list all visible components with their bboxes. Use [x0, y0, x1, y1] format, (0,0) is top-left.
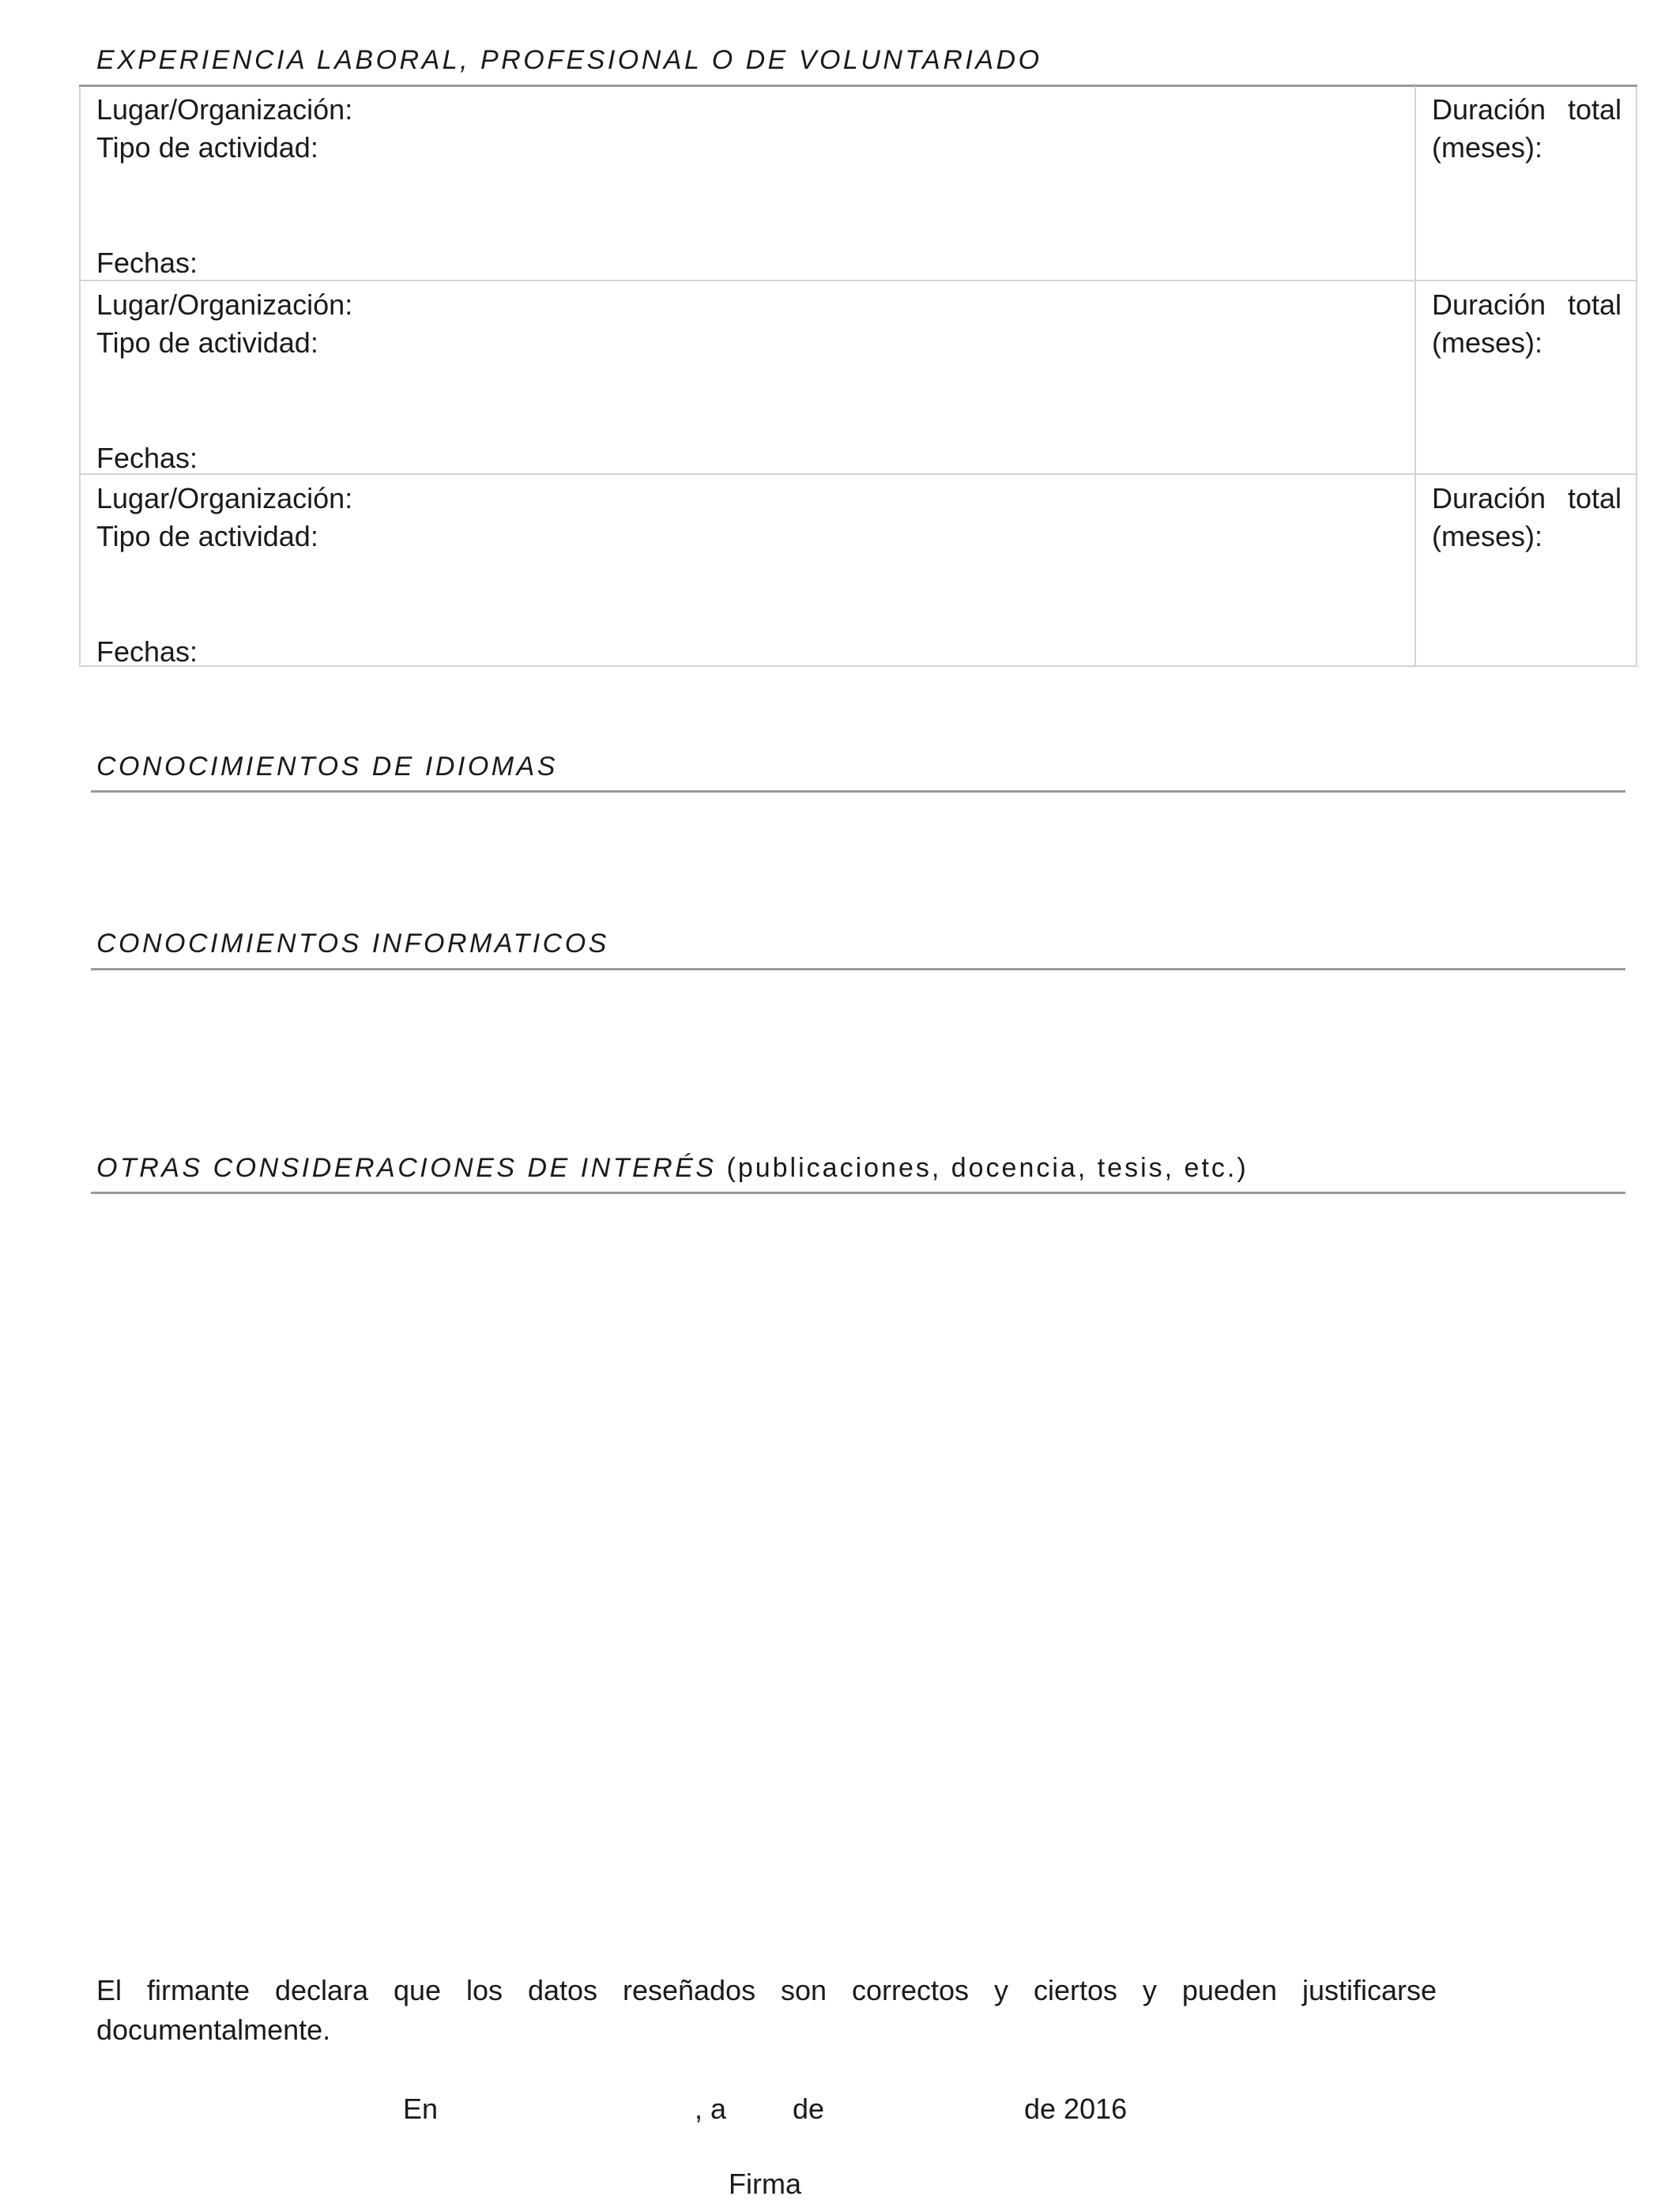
- column-divider: [1414, 281, 1416, 473]
- firma-label: Firma: [729, 2168, 801, 2200]
- date-year-label: de 2016: [1024, 2093, 1128, 2125]
- label-lugar: Lugar/Organización:: [96, 93, 353, 126]
- label-fechas: Fechas:: [96, 635, 198, 668]
- label-fechas: Fechas:: [96, 247, 198, 279]
- date-a-label: , a: [695, 2093, 727, 2125]
- label-lugar: Lugar/Organización:: [96, 288, 353, 321]
- label-meses: (meses):: [1432, 520, 1543, 552]
- table-row: [81, 473, 1636, 667]
- label-duracion-word: Duración: [1432, 288, 1546, 321]
- label-total-word: total: [1567, 288, 1622, 321]
- label-meses: (meses):: [1432, 326, 1543, 359]
- label-meses: (meses):: [1432, 131, 1543, 164]
- section-rule: [91, 968, 1625, 970]
- label-total-word: total: [1567, 482, 1622, 514]
- label-tipo-actividad: Tipo de actividad:: [96, 326, 318, 359]
- section-title-experiencia: EXPERIENCIA LABORAL, PROFESIONAL O DE VOLUNTARIADO: [96, 45, 1042, 75]
- experience-table: [79, 85, 1637, 667]
- section-title-otras: [96, 1152, 1249, 1184]
- section-rule: [91, 790, 1625, 793]
- section-title-idiomas: CONOCIMIENTOS DE IDIOMAS: [96, 752, 558, 782]
- date-de-label: de: [793, 2093, 825, 2125]
- label-tipo-actividad: Tipo de actividad:: [96, 131, 318, 164]
- declaration-line: documentalmente.: [96, 2014, 331, 2046]
- label-lugar: Lugar/Organización:: [96, 482, 353, 514]
- label-tipo-actividad: Tipo de actividad:: [96, 520, 318, 552]
- column-divider: [1414, 86, 1416, 280]
- section-title-otras-note: (publicaciones, docencia, tesis, etc.): [726, 1153, 1249, 1183]
- declaration-text: [96, 1971, 1437, 2050]
- label-duracion-word: Duración: [1432, 482, 1546, 514]
- section-rule: [91, 1192, 1625, 1194]
- date-en-label: En: [403, 2093, 439, 2125]
- section-title-informaticos: CONOCIMIENTOS INFORMATICOS: [96, 929, 609, 959]
- label-total-word: total: [1567, 93, 1622, 126]
- table-row: [81, 280, 1636, 473]
- label-fechas: Fechas:: [96, 442, 198, 474]
- section-title-otras-text: OTRAS CONSIDERACIONES DE INTERÉS: [96, 1153, 717, 1183]
- declaration-line: El firmante declara que los datos reseñados son correctos y ciertos y pueden justificarse: [96, 1974, 1437, 2006]
- column-divider: [1414, 475, 1416, 667]
- label-duracion-word: Duración: [1432, 93, 1546, 126]
- table-row: [81, 86, 1636, 280]
